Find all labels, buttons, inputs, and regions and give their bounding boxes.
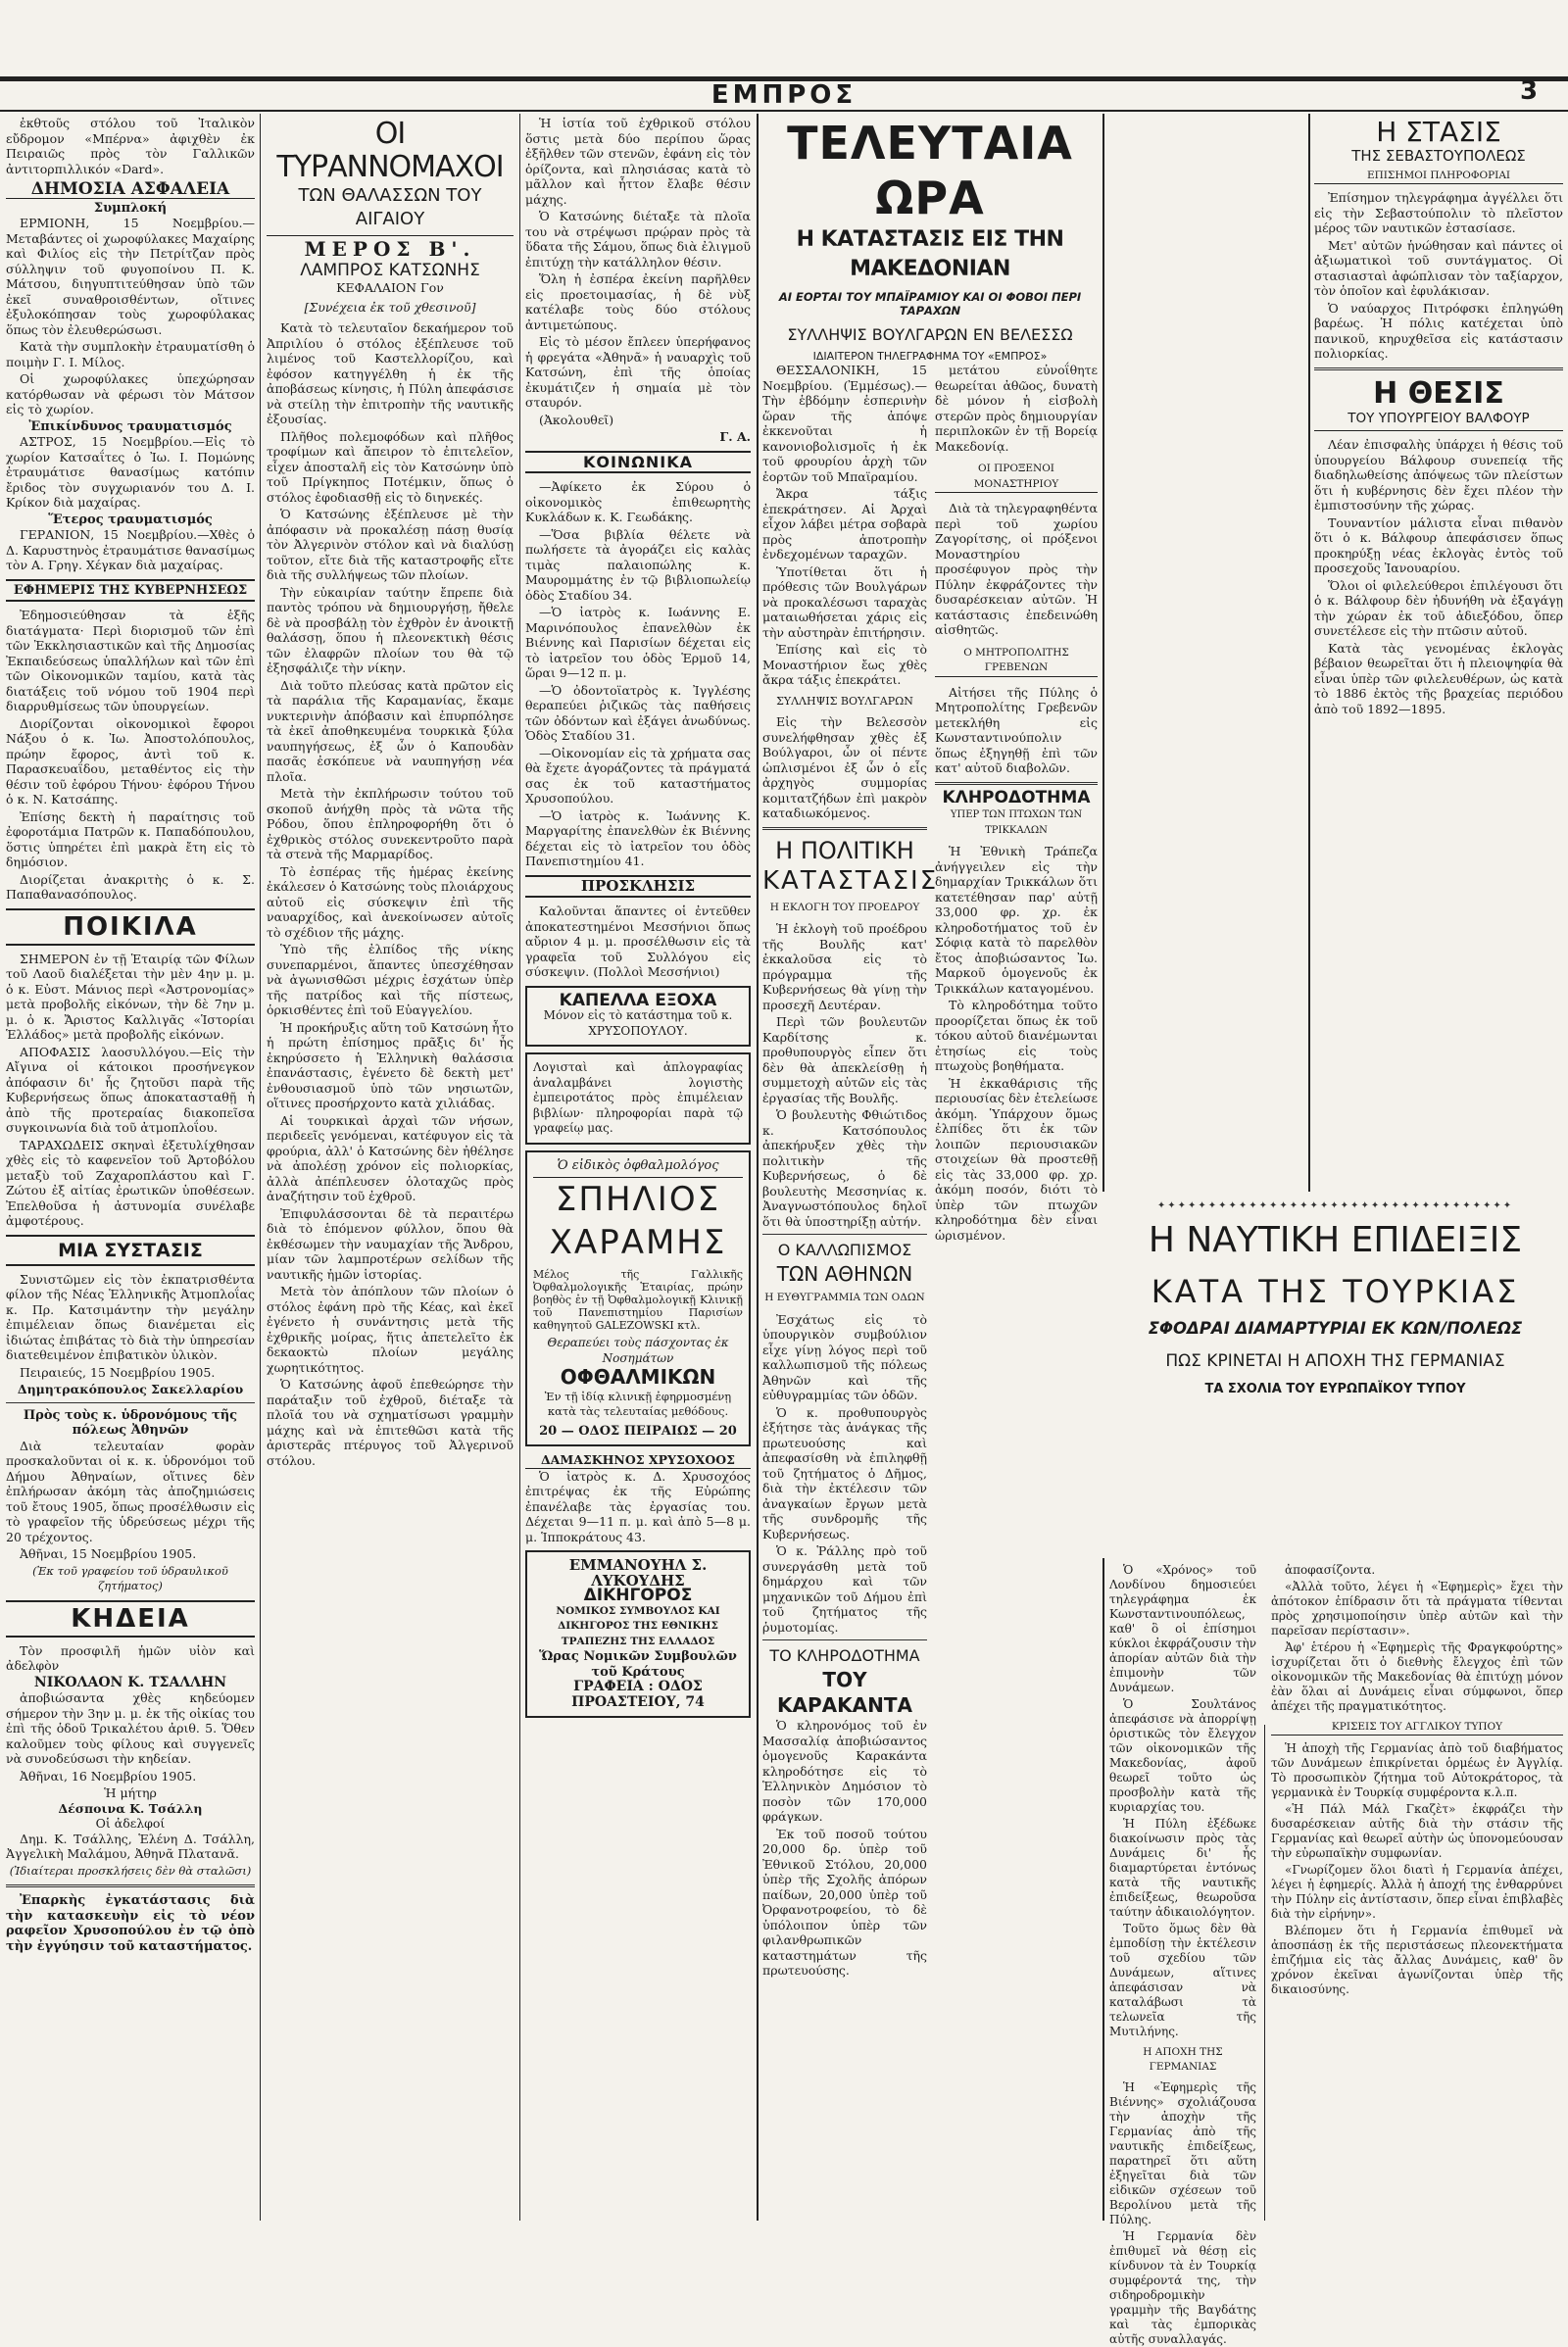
article-paragraph: Ἐσχάτως εἰς τὸ ὑπουργικὸν συμβούλιον εἶχε γίνῃ λόγος περὶ τοῦ καλλωπισμοῦ τῆς πόλεως Ἀθηνῶν καὶ τῆς εὐθυγραμμίας τῶν ὁδῶν.	[762, 1311, 927, 1402]
article-paragraph: ΣΗΜΕΡΟΝ ἐν τῇ Ἑταιρίᾳ τῶν Φίλων τοῦ Λαοῦ διαλέξεται τὴν μὲν 4ην μ. μ. ὁ κ. Εὐστ. Μάνιος περὶ «Ἀστρονομίας» μετὰ προβολῆς εἰκόνων, τὴν δὲ 7ην μ. μ. ὁ κ. Ἄριστος Καλλιγᾶς «Ἱστορίαι Ἑλλάδος» μετὰ προβολῆς εἰκόνων.	[6, 951, 255, 1042]
article-paragraph: Ἡ «Ἐφημερὶς τῆς Βιέννης» σχολιάζουσα τὴν ἀποχὴν τῆς Γερμανίας ἀπὸ τῆς ναυτικῆς ἐπιδείξεως, παρατηρεῖ ὅτι αὕτη ἐξηγεῖται διὰ τῶν εἰδικῶν σχέσεων τοῦ Βερολίνου μετὰ τῆς Πύλης.	[1109, 2080, 1256, 2226]
article-paragraph: Ἀθῆναι, 15 Νοεμβρίου 1905.	[20, 1546, 197, 1561]
column-divider	[1308, 114, 1310, 1192]
article-paragraph: Αἱ τουρκικαὶ ἀρχαὶ τῶν νήσων, περιδεεῖς γενόμεναι, κατέφυγον εἰς τὰ φρούρια, ἀλλ' ὁ Κατσώνης δὲν ἠθέλησε νὰ ἀπολέσῃ χρόνον εἰς πολιορκίας, ἀλλὰ ἀπέπλευσεν ὁλοταχῶς πρὸς ἀναζήτησιν τοῦ ἐχθροῦ.	[267, 1112, 514, 1203]
masthead	[0, 0, 1568, 108]
social-news	[525, 479, 751, 869]
article-paragraph: Βλέπομεν ὅτι ἡ Γερμανία ἐπιθυμεῖ νὰ ἀποσπάσῃ ἐκ τῆς περιστάσεως πλεονεκτήματα ἐπιζήμια εἰς τὰς ἄλλας Δυνάμεις, καθ' ὃν χρόνον ἐκεῖναι ἀγωνίζονται ὑπὲρ τῆς δικαιοσύνης.	[1271, 1924, 1563, 1996]
serial-chapter: ΚΕΦΑΛΑΙΟΝ Γον	[336, 280, 444, 295]
headline: Η ΚΑΤΑΣΤΑΣΙΣ ΕΙΣ ΤΗΝ ΜΑΚΕΔΟΝΙΑΝ	[796, 227, 1064, 281]
politics-body	[762, 921, 927, 1229]
signature: Γ. Α.	[719, 429, 751, 444]
article-paragraph: Δημ. Κ. Τσάλλης, Ἑλένη Δ. Τσάλλη, Ἀγγελικὴ Μαλάμου, Ἀθηνᾶ Πλατανᾶ.	[6, 1831, 255, 1861]
ad-name: ΕΜΜΑΝΟΥΗΛ Σ. ΛΥΚΟΥΔΗΣ	[568, 1556, 708, 1589]
karakanta-body	[762, 1718, 927, 1979]
article-paragraph: Ὁ Σουλτάνος ἀπεφάσισε νὰ ἀπορρίψῃ ὁριστικῶς τὸν ἔλεγχον τῶν οἰκονομικῶν τῆς Μακεδονίας, ἀφοῦ θεωρεῖ τοῦτο ὡς προσβολὴν κατὰ τῆς κυριαρχίας του.	[1109, 1697, 1256, 1814]
latest-news-banner	[762, 116, 1098, 367]
ad-text: Ὁ εἰδικὸς ὀφθαλμολόγος	[533, 1158, 743, 1179]
column-divider	[1264, 1725, 1265, 2221]
article-paragraph: Αἰτήσει τῆς Πύλης ὁ Μητροπολίτης Γρεβενῶν μετεκλήθη εἰς Κωνσταντινούπολιν ὅπως ἐξηγηθῇ ἐπὶ τῶν κατ' αὐτοῦ διαβολῶν.	[935, 684, 1098, 775]
article-paragraph: Ἡ ἀποχὴ τῆς Γερμανίας ἀπὸ τοῦ διαβήματος τῶν Δυνάμεων ἐπικρίνεται ὁρμέως ἐν Ἀγγλίᾳ. Τὸ προσωπικὸν ζήτημα τοῦ Αὐτοκράτορος, τὰ γερμανικὰ ἐν Τουρκίᾳ συμφέροντα κ.λ.π.	[1271, 1741, 1563, 1799]
serial-subtitle: ΤΩΝ ΘΑΛΑΣΣΩΝ ΤΟΥ ΑΙΓΑΙΟΥ	[267, 184, 514, 236]
naval-body	[1271, 1563, 1563, 1714]
column-4b	[935, 363, 1098, 1243]
serial-hero: ΛΑΜΠΡΟΣ ΚΑΤΣΩΝΗΣ	[300, 260, 480, 280]
article-paragraph: Τὸν προσφιλῆ ἡμῶν υἱὸν καὶ ἀδελφὸν	[6, 1642, 255, 1673]
column-1	[6, 116, 255, 2218]
article-paragraph: Ὅλοι οἱ φιλελεύθεροι ἐπιλέγουσι ὅτι ὁ κ. Βάλφουρ δὲν ἠδυνήθη νὰ ἐξαγάγῃ τὴν χώραν ἐκ τοῦ ἀδιεξόδου, ὅπερ συνετέλεσε εἰς τὴν πτῶσιν αὐτοῦ.	[1314, 577, 1563, 638]
divider	[1314, 367, 1563, 370]
naval-body	[1109, 1563, 1256, 2039]
section-heading: Η ΣΤΑΣΙΣ	[1376, 116, 1501, 148]
article-paragraph: Τὸ ἐσπέρας τῆς ἡμέρας ἐκείνης ἐκάλεσεν ὁ Κατσώνης τοὺς πλοιάρχους αὐτοῦ εἰς σύσκεψιν ἐπὶ τῆς ναυαρχίδος, καὶ ἀνεκοίνωσεν αὐτοῖς τὸ σχέδιον τῆς μάχης.	[267, 863, 514, 940]
article-paragraph: Ἡ Γερμανία δὲν ἐπιθυμεῖ νὰ θέσῃ εἰς κίνδυνον τὰ ἐν Τουρκίᾳ συμφέροντά της, τὴν σιδηροδρομικὴν γραμμὴν τῆς Βαγδάτης καὶ τὰς ἐμπορικὰς αὐτῆς συναλλαγάς.	[1109, 2229, 1256, 2346]
section-heading: ΕΦΗΜΕΡΙΣ ΤΗΣ ΚΥΒΕΡΝΗΣΕΩΣ	[6, 579, 255, 603]
subheading: Συμπλοκή	[93, 200, 168, 216]
article-paragraph: Διορίζεται ἀνακριτὴς ὁ κ. Σ. Παπαθανασόπουλος.	[6, 871, 255, 902]
article-paragraph: Καλοῦνται ἅπαντες οἱ ἐντεῦθεν ἀποκατεστημένοι Μεσσήνιοι ὅπως αὔριον 4 μ. μ. προσέλθωσιν εἰς τὰ γραφεῖα τοῦ Συλλόγου εἰς σύσκεψιν. (Πολλοὶ Μεσσήνιοι)	[525, 904, 751, 979]
article-paragraph: Κατὰ τὰς γενομένας ἐκλογὰς βέβαιον θεωρεῖται ὅτι ἡ πλειοψηφία θὰ εἶναι ὑπὲρ τῶν φιλελευθέρων, ὡς κατὰ τὸ 1886 ἐκτὸς τῆς βραχείας περιόδου ἀπὸ τοῦ 1892—1895.	[1314, 640, 1563, 716]
ad-text: Λογισταὶ καὶ ἀπλογραφίας ἀναλαμβάνει λογιστὴς ἐμπειροτάτος πρὸς ἐπιμέλειαν βιβλίων· πληροφορίαι παρὰ τῷ γραφείῳ μας.	[533, 1060, 743, 1135]
ad-title: ΔΙΚΗΓΟΡΟΣ	[583, 1586, 693, 1605]
article-paragraph: Ἐπιφυλάσσονται δὲ τὰ περαιτέρω διὰ τὸ ἑπόμενον φύλλον, ὅπου θὰ ἐκθέσωμεν τὴν ναυμαχίαν τῆς Ἄνδρου, μίαν τῶν λαμπροτέρων σελίδων τῆς ναυτικῆς ἡμῶν ἱστορίας.	[267, 1205, 514, 1282]
article-paragraph: —Ἀφίκετο ἐκ Σύρου ὁ οἰκονομικὸς ἐπιθεωρητὴς Κυκλάδων κ. Κ. Γεωδάκης.	[525, 479, 751, 524]
article-paragraph: ΓΕΡΑΝΙΟΝ, 15 Νοεμβρίου.—Χθὲς ὁ Δ. Καρυστηνὸς ἐτραυμάτισε θανασίμως τὸν Α. Γρηγ. Χέγκαν διὰ μαχαίρας.	[6, 527, 255, 572]
section-heading: ΚΛΗΡΟΔΟΤΗΜΑ	[942, 787, 1091, 807]
article-paragraph: Εἰς τὸ μέσον ἔπλεεν ὑπερήφανος ἡ φρεγάτα «Ἀθηνᾶ» ἡ ναυαρχὶς τοῦ Κατσώνη, ἐπὶ τῆς ὁποίας ἐκυμάτιζεν ἡ σημαία μὲ τὸν σταυρόν.	[525, 334, 751, 410]
divider	[762, 1639, 927, 1640]
ornament: ✦✦✦✦✦✦✦✦✦✦✦✦✦✦✦✦✦✦✦✦✦✦✦✦✦✦✦✦✦✦✦✦✦✦✦	[1156, 1200, 1514, 1211]
subheading: ΟΙ ΠΡΟΞΕΝΟΙ ΜΟΝΑΣΤΗΡΙΟΥ	[935, 462, 1098, 493]
serial-part: ΜΕΡΟΣ Β'.	[304, 237, 476, 261]
headline: ΚΑΤΑ ΤΗΣ ΤΟΥΡΚΙΑΣ	[1151, 1273, 1520, 1310]
article-paragraph: Ἐπίσημον τηλεγράφημα ἀγγέλλει ὅτι εἰς τὴν Σεβαστούπολιν τὸ πλεῖστον μέρος τῶν ναυτικῶν ἐστασίασε.	[1314, 190, 1563, 235]
article-paragraph: Ὅλη ἡ ἐσπέρα ἐκείνη παρῆλθεν εἰς προετοιμασίας, ἡ δὲ νὺξ κατέλαβε τοὺς δύο στόλους ἀντιμετώπους.	[525, 271, 751, 332]
ad-title: ΚΑΠΕΛΛΑ ΕΞΟΧΑ	[559, 990, 717, 1010]
headline: Η ΝΑΥΤΙΚΗ ΕΠΙΔΕΙΞΙΣ	[1148, 1220, 1523, 1260]
article-paragraph: ΘΕΣΣΑΛΟΝΙΚΗ, 15 Νοεμβρίου. (Ἐμμέσως).—Τὴν ἑβδόμην ἑσπερινὴν ὥραν τῆς ἀπόψε ἐκκενοῦται ἡ κανονιοβολισμοῖς ἡ ἐκ τοῦ φρουρίου ἀρχὴ τῶν ἑορτῶν τοῦ Μπαϊραμίου.	[762, 363, 927, 484]
article-paragraph: Ἡ Ἐθνικὴ Τράπεζα ἀνήγγειλεν εἰς τὴν δημαρχίαν Τρικκάλων ὅτι κατετέθησαν παρ' αὐτῇ 33,000 φρ. χρ. ἐκ κληροδοτήματος τοῦ ἐν Σόφιᾳ κατὰ τὸ παρελθὸν ἔτος ἀποβιώσαντος Ἰω. Μαρκοῦ ὁμογενοῦς ἐκ Τρικκάλων καταγομένου.	[935, 844, 1098, 996]
article-paragraph: Ὁ Κατσώνης ἐξέπλευσε μὲ τὴν ἀπόφασιν νὰ προκαλέσῃ πάσῃ θυσίᾳ τὸν Ἀλγερινὸν στόλον καὶ νὰ διαλύσῃ τοῦτον, εἴτε διὰ τῆς καταστροφῆς εἴτε διὰ τῆς συλλήψεως τῶν πλοίων.	[267, 507, 514, 582]
article-paragraph: Ἐδημοσιεύθησαν τὰ ἑξῆς διατάγματα· Περὶ διορισμοῦ τῶν ἐπὶ τῶν Ἐκκλησιαστικῶν καὶ τῆς Δημοσίας Ἐκπαιδεύσεως ὑπαλλήλων καὶ τῶν ἐπὶ τῶν Οἰκονομικῶν ταμίου, κατὰ τὰς διατάξεις τοῦ νόμου τοῦ 1904 περὶ διαρρυθμίσεως τῶν ὑπουργείων.	[6, 608, 255, 713]
telegram-body	[762, 363, 927, 688]
subheading: Η ΕΚΛΟΓΗ ΤΟΥ ΠΡΟΕΔΡΟΥ	[769, 901, 920, 913]
column-divider	[519, 114, 520, 2221]
section-heading: ΤΩΝ ΑΘΗΝΩΝ	[776, 1262, 913, 1286]
subheading: ΣΥΛΛΗΨΙΣ ΒΟΥΛΓΑΡΩΝ	[776, 694, 913, 708]
english-press-body	[1271, 1741, 1563, 1997]
subheading: ΕΠΙΣΗΜΟΙ ΠΛΗΡΟΦΟΡΙΑΙ	[1314, 169, 1563, 185]
subheadline: ΙΔΙΑΙΤΕΡΟΝ ΤΗΛΕΓΡΑΦΗΜΑ ΤΟΥ «ΕΜΠΡΟΣ»	[812, 350, 1048, 363]
note: (Ἰδιαίτεραι προσκλήσεις δὲν θὰ σταλῶσι)	[9, 1863, 252, 1878]
label: Οἱ ἀδελφοί	[95, 1816, 166, 1831]
article-paragraph: Ὁ βουλευτὴς Φθιώτιδος κ. Κατσόπουλος ἀπεκήρυξεν χθὲς τὴν πολιτικὴν τῆς Κυβερνήσεως, ὁ δὲ βουλευτὴς Μεσσηνίας κ. Ἀναγνωστόπουλος δηλοῖ ὅτι θὰ ὑποστηρίξῃ αὐτήν.	[762, 1107, 927, 1229]
article-paragraph: Ἡ ἐκκαθάρισις τῆς περιουσίας δὲν ἐτελείωσε ἀκόμη. Ὑπάρχουν ὅμως ἐλπίδες ὅτι ἐκ τῶν λοιπῶν περιουσιακῶν στοιχείων θὰ προστεθῇ εἰς τὰς 33,000 φρ. χρ. ἀκόμη ποσόν, διότι τὸ ὑπὲρ τῶν πτωχῶν κληροδότημα δὲν εἶναι ὡρισμένον.	[935, 1075, 1098, 1243]
banner-title: ΤΕΛΕΥΤΑΙΑ ΩΡΑ	[787, 117, 1073, 224]
section-heading: ΚΑΤΑΣΤΑΣΙΣ	[762, 865, 939, 896]
article-paragraph: Συνιστῶμεν εἰς τὸν ἐκπατρισθέντα φίλον τῆς Νέας Ἑλληνικῆς Ἀτμοπλοΐας κ. Πρ. Κατσιμάντην τὴν μεγάλην ἐπιμέλειαν ὅπως διανέμεται εἰς ἰδιώτας ἐπιβάτας τὸ διὰ τὴν ὑπηρεσίαν διατεθειμένον ἐπιβατικὸν ὑλικὸν.	[6, 1271, 255, 1362]
article-paragraph: Ἡ ἱστία τοῦ ἐχθρικοῦ στόλου ὅστις μετὰ δύο περίπου ὥρας ἐξῆλθεν τῶν στενῶν, ἐφάνη εἰς τὸν ὁρίζοντα, καὶ πλησιάσας κατὰ τὸ μᾶλλον καὶ ἧττον ἔλαβε θέσιν μάχης.	[525, 116, 751, 207]
ad-text: Μόνον εἰς τὸ κατάστημα τοῦ κ. ΧΡΥΣΟΠΟΥΛΟΥ.	[543, 1008, 733, 1038]
article-paragraph: Ὁ κ. Ῥάλλης πρὸ τοῦ συνεργάσθη μετὰ τοῦ δημάρχου καὶ τῶν μηχανικῶν τοῦ Δήμου ἐπὶ τοῦ ζητήματος τῆς ῥυμοτομίας.	[762, 1543, 927, 1635]
signature: Δέσποινα Κ. Τσάλλη	[58, 1800, 203, 1816]
article-paragraph: Διορίζονται οἰκονομικοὶ ἔφοροι Νάξου ὁ κ. Ἰω. Ἀποστολόπουλος, πρώην ἔφορος, ἀντὶ τοῦ κ. Παρασκευαΐδου, μεταθέντος εἰς τὴν θέσιν τοῦ ἐφόρου Τήνου· ἐφόρου Τήνου ὁ κ. Ν. Κατσάπης.	[6, 715, 255, 807]
subheading: Η ΑΠΟΧΗ ΤΗΣ ΓΕΡΜΑΝΙΑΣ	[1143, 2046, 1223, 2073]
section-heading: Ο ΚΑΛΛΩΠΙΣΜΟΣ	[777, 1241, 912, 1259]
article-paragraph: Διὰ τελευταίαν φορὰν προσκαλοῦνται οἱ κ. κ. ὑδρονόμοι τοῦ Δήμου Ἀθηναίων, οἵτινες δὲν ἐπλήρωσαν ἀκόμη τὰς ἀποζημιώσεις τοῦ ἔτους 1905, ὅπως προσέλθωσιν εἰς τὸ γραφεῖον τῆς ὑδρεύσεως μέχρι τῆς 20 τρέχοντος.	[6, 1438, 255, 1544]
subheadline: ΑΙ ΕΟΡΤΑΙ ΤΟΥ ΜΠΑΪΡΑΜΙΟΥ ΚΑΙ ΟΙ ΦΟΒΟΙ ΠΕΡΙ ΤΑΡΑΧΩΝ	[778, 290, 1082, 318]
advertisement: Ἐπαρκὴς ἐγκατάστασις διὰ τὴν κατασκευὴν εἰς τὸ νέον ραφεῖον Χρυσοπούλου ἐν τῷ ὀπὸ τὴν ἐγγύησιν τοῦ καταστήματος.	[6, 1893, 255, 1954]
lawyer-ad	[525, 1550, 751, 1718]
ad-text: Ὥρας Νομικῶν Συμβουλῶν τοῦ Κράτους	[539, 1649, 737, 1680]
article-paragraph: —Ὁ ἰατρὸς κ. Ἰωάννης Κ. Μαργαρίτης ἐπανελθὼν ἐκ Βιέννης δέχεται εἰς τὸ ἰατρεῖον του ὁδὸς Πανεπιστημίου 41.	[525, 807, 751, 868]
article-paragraph: —Ὁ ὀδοντοϊατρὸς κ. Ἰγγλέσης θεραπεύει ῥιζικῶς τὰς παθήσεις τῶν ὀδόντων καὶ ἐξάγει ἀνωδύνως. Ὁδὸς Σταδίου 31.	[525, 682, 751, 743]
article-paragraph: «Γνωρίζομεν ὅλοι διατὶ ἡ Γερμανία ἀπέχει, λέγει ἡ ἐφημερίς. Ἀλλὰ ἡ ἀποχή της ἐνθαρρύνει τὴν Πύλην εἰς ἀντίστασιν, ὅπερ εἶναι ἐπιβλαβὲς διὰ τὴν εἰρήνην».	[1271, 1863, 1563, 1921]
article-paragraph: Ὁ Κατσώνης διέταξε τὰ πλοῖα του νὰ στρέψωσι πρῴραν πρὸς τὰ ὕδατα τῆς Σάμου, ὅπως διὰ ἐλιγμοῦ ἐπιτύχῃ τὴν κατάλληλον θέσιν.	[525, 209, 751, 269]
divider	[762, 827, 927, 830]
ad-address: 20 — ΟΔΟΣ ΠΕΙΡΑΙΩΣ — 20	[539, 1423, 737, 1439]
subheading: ΤΗΣ ΣΕΒΑΣΤΟΥΠΟΛΕΩΣ	[1351, 147, 1526, 165]
article-paragraph: Τοῦτο ὅμως δὲν θὰ ἐμποδίσῃ τὴν ἐκτέλεσιν τοῦ σχεδίου τῶν Δυνάμεων, αἵτινες ἀπεφάσισαν νὰ καταλάβωσι τὰ τελωνεῖα τῆς Μυτιλήνης.	[1109, 1922, 1256, 2038]
section-heading: ΜΙΑ ΣΥΣΤΑΣΙΣ	[6, 1235, 255, 1266]
column-5	[1314, 116, 1563, 1189]
thesis-body	[1314, 437, 1563, 716]
article-paragraph: Ἡ προκήρυξις αὕτη τοῦ Κατσώνη ἦτο ἡ πρώτη ἐπίσημος πρᾶξις δι' ἧς ἐκηρύσσετο ἡ Ἑλληνικὴ θαλάσσια ἐπανάστασις, ἐγένετο δὲ δεκτὴ μετ' ἐνθουσιασμοῦ ὑπὸ τῶν νησιωτῶν, οἵτινες προσήρχοντο κατὰ χιλιάδας.	[267, 1019, 514, 1110]
signature: Δημητρακόπουλος Σακελλαρίου	[17, 1382, 244, 1396]
deceased-name: ΝΙΚΟΛΑΟΝ Κ. ΤΣΑΛΛΗΝ	[33, 1674, 227, 1690]
article-paragraph: ΤΑΡΑΧΩΔΕΙΣ σκηναὶ ἐξετυλίχθησαν χθὲς εἰς τὸ καφενεῖον τοῦ Ἀρτοβόλου μεταξὺ τοῦ Ζαχαροπλάστου καὶ Γ. Ζώτου ἐξ αἰτίας ἐρωτικῶν ὑποθέσεων. Ἐπελθοῦσα ἡ ἀστυνομία συνέλαβε ἀμφοτέρους.	[6, 1137, 255, 1228]
article-paragraph: Κατὰ τὴν συμπλοκὴν ἐτραυματίσθη ὁ ποιμὴν Γ. Ι. Μίλος.	[6, 339, 255, 369]
divider	[6, 1402, 255, 1403]
article-paragraph: Κατὰ τὸ τελευταῖον δεκαήμερον τοῦ Ἀπριλίου ὁ στόλος ἐξέπλευσε τοῦ λιμένος τοῦ Καστελλορίζου, καὶ ἐφόσον κατηγγέλθη ἡ ἐκ τῆς ἀποβάσεως κίνησις, ἡ Πύλη ἀπεφάσισε νὰ στείλῃ τὴν ἐπιτροπὴν τῆς ναυτικῆς ἐξουσίας.	[267, 320, 514, 426]
article-paragraph: Τὸ κληροδότημα τοῦτο προορίζεται ὅπως ἐκ τοῦ τόκου αὐτοῦ διανέμωνται ἐτησίως εἰς τοὺς πτωχοὺς βοηθήματα.	[935, 998, 1098, 1073]
article-paragraph: Ἀφ' ἑτέρου ἡ «Ἐφημερὶς τῆς Φραγκφούρτης» ἰσχυρίζεται ὅτι ὁ διεθνὴς ἔλεγχος ἐπὶ τῶν οἰκονομικῶν τῆς Μακεδονίας θὰ ἐπιτύχῃ μόνον ἐὰν ὅλαι αἱ Δυνάμεις εἶναι σύμφωνοι, ὅπερ ἀπέχει τῆς πραγματικότητος.	[1271, 1640, 1563, 1713]
subheading: Ο ΜΗΤΡΟΠΟΛΙΤΗΣ ΓΡΕΒΕΝΩΝ	[935, 646, 1098, 677]
column-3	[525, 116, 751, 2218]
subheadline: ΠΩΣ ΚΡΙΝΕΤΑΙ Η ΑΠΟΧΗ ΤΗΣ ΓΕΡΜΑΝΙΑΣ	[1165, 1351, 1505, 1371]
article-paragraph: Μετ' αὐτῶν ἡνώθησαν καὶ πάντες οἱ ἀξιωματικοὶ τοῦ συντάγματος. Οἱ στασιασταὶ ἀφώπλισαν τὸν ταξίαρχον, τὸν ὁποῖον καὶ ἐφυλάκισαν.	[1314, 237, 1563, 298]
article-paragraph: Τουναντίον μάλιστα εἶναι πιθανὸν ὅτι ὁ κ. Βάλφουρ ἀπεφάσισεν ὅπως προκηρύξῃ νέας ἐκλογὰς ἐντὸς τοῦ προσεχοῦς Ἰανουαρίου.	[1314, 514, 1563, 575]
subheadline: ΣΦΟΔΡΑΙ ΔΙΑΜΑΡΤΥΡΙΑΙ ΕΚ ΚΩΝ/ΠΟΛΕΩΣ	[1148, 1319, 1523, 1338]
article-paragraph: Ὁ ἰατρὸς κ. Δ. Χρυσοχόος ἐπιτρέψας ἐκ τῆς Εὐρώπης ἐπανέλαβε τὰς ἐργασίας του. Δέχεται 9—11 π. μ. καὶ ἀπὸ 5—8 μ. μ. Ἱπποκράτους 43.	[525, 1468, 751, 1544]
article-paragraph: Ἡ ἐκλογὴ τοῦ προέδρου τῆς Βουλῆς κατ' ἐκκαλοῦσα εἰς τὸ πρόγραμμα τῆς Κυβερνήσεως θὰ γίνῃ τὴν προσεχῆ Δευτέραν.	[762, 921, 927, 1012]
subheading: Πρὸς τοὺς κ. ὑδρονόμους τῆς πόλεως Ἀθηνῶν	[23, 1407, 238, 1438]
section-heading: ΚΟΙΝΩΝΙΚΑ	[525, 451, 751, 474]
article-paragraph: Ἐπίσης καὶ εἰς τὸ Μοναστήριον ἔως χθὲς ἄκρα τάξις ἐπεκράτει.	[762, 642, 927, 687]
article-paragraph: «Ἀλλὰ τοῦτο, λέγει ἡ «Ἐφημερὶς» ἔχει τὴν ἀπότοκον ἐπίδρασιν ὅτι τὰ πράγματα τίθενται πρὸς χρησιμοποίησιν ὑπὲρ αὐτῶν καὶ τὴν παρεῖσαν περίστασιν».	[1271, 1580, 1563, 1638]
article-paragraph: Ἀθῆναι, 16 Νοεμβρίου 1905.	[20, 1768, 197, 1784]
subheadline: ΤΑ ΣΧΟΛΙΑ ΤΟΥ ΕΥΡΩΠΑΪΚΟΥ ΤΥΠΟΥ	[1204, 1382, 1466, 1396]
serial-body	[267, 320, 514, 1468]
legacy-body	[935, 844, 1098, 1243]
ophthalmologist-ad	[525, 1150, 751, 1447]
subheading: Ἕτερος τραυματισμός	[48, 512, 213, 527]
article-paragraph: Μετὰ τὴν ἐκπλήρωσιν τούτου τοῦ σκοποῦ ἀνήχθη πρὸς τὰ νῶτα τῆς Ρόδου, ὅπου ἐπληροφορήθη ὅτι ὁ ἐχθρικὸς στόλος συνεκεντροῦτο παρὰ τὰ στενὰ τῆς Μαρμαρίδος.	[267, 786, 514, 861]
stasis-body	[1314, 190, 1563, 362]
subheading: Ἐπικίνδυνος τραυματισμός	[28, 418, 232, 434]
article-paragraph: Ὁ κληρονόμος τοῦ ἐν Μασσαλίᾳ ἀποβιώσαντος ὁμογενοῦς Καρακάντα κληροδότησε εἰς τὸ Ἑλληνικὸν Δημόσιον τὸ ποσὸν τῶν 170,000 φράγκων.	[762, 1718, 927, 1824]
column-divider	[1102, 1558, 1104, 2221]
article-paragraph: Πειραιεύς, 15 Νοεμβρίου 1905.	[20, 1364, 216, 1380]
athens-body	[762, 1312, 927, 1636]
article-paragraph: Μετὰ τὸν ἀπόπλουν τῶν πλοίων ὁ στόλος ἐφάνη πρὸ τῆς Κέας, καὶ ἐκεῖ ἐγένετο ἡ συνάντησις μετὰ τῆς ἐχθρικῆς μοίρας, ἥτις ἀπετελεῖτο ἐκ δεκαοκτὼ πλοίων μεγάλης χωρητικότητος.	[267, 1284, 514, 1375]
section-heading: ΚΗΔΕΙΑ	[6, 1600, 255, 1638]
column-4a	[762, 363, 939, 2220]
subheading: ΚΡΙΣΕΙΣ ΤΟΥ ΑΓΓΛΙΚΟΥ ΤΥΠΟΥ	[1271, 1720, 1563, 1736]
article-paragraph: Τὴν εὐκαιρίαν ταύτην ἔπρεπε διὰ παντὸς τρόπου νὰ δημιουργήσῃ, ἤθελε δὲ νὰ προσβάλῃ τὸν ἐχθρὸν ἐν ἀνοικτῇ θαλάσσῃ, ὅπου ἡ πλεονεκτικὴ θέσις τῶν ἐλαφρῶν πλοίων του θὰ τῷ ἐξησφάλιζε τὴν νίκην.	[267, 584, 514, 675]
serial-continued: [Συνέχεια ἐκ τοῦ χθεσινοῦ]	[304, 299, 476, 315]
section-heading: ΔΗΜΟΣΙΑ ΑΣΦΑΛΕΙΑ	[6, 182, 255, 199]
article-paragraph: ἀποφασίζοντα.	[1285, 1563, 1376, 1577]
advertisement	[525, 1052, 751, 1145]
article-paragraph: —Ὅσα βιβλία θέλετε νὰ πωλήσετε τὰ ἀγοράζει εἰς καλὰς τιμὰς παλαιοπώλης κ. Μαυρομμάτης ἐν τῷ βιβλιοπωλείῳ ὁδὸς Σταδίου 34.	[525, 526, 751, 603]
subheading: ΤΟΥ ΥΠΟΥΡΓΕΙΟΥ ΒΑΛΦΟΥΡ	[1314, 412, 1563, 432]
masthead-rule-bottom	[0, 110, 1568, 112]
section-heading: ΔΑΜΑΣΚΗΝΟΣ ΧΡΥΣΟΧΟΟΣ	[525, 1452, 751, 1469]
article-paragraph: ἀποβιώσαντα χθὲς κηδεύομεν σήμερον τὴν 3ην μ. μ. ἐκ τῆς οἰκίας του ἐπὶ τῆς ὁδοῦ Τρικαλέτου ἀριθ. 5. Ὅθεν καλοῦμεν τοὺς φίλους καὶ συγγενεῖς νὰ συνοδεύσωσι τὴν κηδείαν.	[6, 1690, 255, 1766]
subheading: Η ΕΥΘΥΓΡΑΜΜΙΑ ΤΩΝ ΟΔΩΝ	[764, 1292, 925, 1303]
germany-body	[1109, 2080, 1256, 2347]
label: Ἡ μήτηρ	[104, 1785, 157, 1800]
naval-column-left	[1109, 1563, 1256, 2346]
article-paragraph: Οἱ χωροφύλακες ὑπεχώρησαν κατόρθωσαν νὰ φέρωσι τὸν Μάτσον εἰς τὸ χωρίον.	[6, 371, 255, 416]
serial-continuation	[525, 116, 751, 427]
article-paragraph: Ἡ Πύλη ἐξέδωκε διακοίνωσιν πρὸς τὰς Δυνάμεις δι' ἧς διαμαρτύρεται ἐντόνως κατὰ τῆς ναυτικῆς ἐπιδείξεως, θεωροῦσα ταύτην ἀδικαιολόγητον.	[1109, 1817, 1256, 1919]
article-paragraph: Ὑπὸ τῆς ἐλπίδος τῆς νίκης συνεπαρμένοι, ἅπαντες ὑπεσχέθησαν νὰ ἀγωνισθῶσι μέχρις ἐσχάτων ὑπὲρ τῆς πατρίδος καὶ τῆς πίστεως, ὁρκισθέντες ἐπὶ τοῦ Εὐαγγελίου.	[267, 942, 514, 1017]
telegram-body	[935, 363, 1098, 454]
article-paragraph: —Οἰκονομίαν εἰς τὰ χρήματα σας θὰ ἔχετε ἀγοράζοντες τὰ πράγματά σας ἐκ τοῦ καταστήματος Χρυσοπούλου.	[525, 745, 751, 806]
ad-text: Μέλος τῆς Γαλλικῆς Ὀφθαλμολογικῆς Ἑταιρίας, πρώην βοηθὸς ἐν τῇ Ὀφθαλμολογικῇ Κλινικῇ τοῦ Πανεπιστημίου Παρισίων καθηγητοῦ GALEZOWSKI κτλ.	[533, 1268, 743, 1332]
article-paragraph: Ἄκρα τάξις ἐπεκράτησεν. Αἱ Ἀρχαὶ εἶχον λάβει μέτρα σοβαρὰ πρὸς ἀποτροπὴν ἐνδεχομένων ταραχῶν.	[762, 486, 927, 562]
ad-address: ΓΡΑΦΕΙΑ : ΟΔΟΣ ΠΡΟΑΣΤΕΙΟΥ, 74	[571, 1679, 705, 1710]
article-paragraph: μετάτου εὐνοΐθητε θεωρείται ἀθῶος, δυνατὴ δὲ μόνον ἡ εἰσβολὴ στερῶν πρὸς δημιουργίαν περιπλοκῶν ἐν τῇ Βορείᾳ Μακεδονίᾳ.	[935, 363, 1098, 454]
article-paragraph: Διὰ τοῦτο πλεύσας κατὰ πρῶτον εἰς τὰ παράλια τῆς Καραμανίας, ἔκαμε νυκτερινὴν ἀπόβασιν καὶ ἐπυρπόλησε τὰ ἐκεῖ ἀποθηκευμένα τουρκικὰ ξύλα ναυπηγήσεως, ἐξ ὧν ὁ Καπουδὰν πασᾶς ἐσκόπευε νὰ ναυπηγήσῃ νέα πλοῖα.	[267, 677, 514, 784]
ad-text: Ἐν τῇ ἰδίᾳ κλινικῇ ἐφηρμοσμένῃ κατὰ τὰς τελευταίας μεθόδους.	[544, 1389, 732, 1418]
subheading: ΥΠΕΡ ΤΩΝ ΠΤΩΧΩΝ ΤΩΝ ΤΡΙΚΚΑΛΩΝ	[950, 809, 1083, 836]
column-divider	[260, 114, 261, 2221]
article-paragraph: ΕΡΜΙΟΝΗ, 15 Νοεμβρίου.—Μεταβάντες οἱ χωροφύλακες Μαχαίρης καὶ Φιλίος εἰς τὴν Πετρίτζαν πρὸς σύλληψιν τοῦ φυγοποίνου Π. Κ. Μάτσου, διηγυπτιτεύθησαν ὑπὸ τῶν ἐκεῖ συναθροισθέντων, οἵτινες ἐξυλοκόπησαν τοὺς χωροφύλακας ὅπως τὸν ἐλευθερώσωσι.	[6, 216, 255, 337]
article-paragraph: ΑΠΟΦΑΣΙΣ λαοσυλλόγου.—Εἰς τὴν Αἴγινα οἱ κάτοικοι προσήνεγκον ἀπόφασιν δι' ἧς ζητοῦσι παρὰ τῆς Κυβερνήσεως ὅπως ἀποκατασταθῇ ἡ ἀπὸ τῆς προτεραίας διακοπεῖσα συγκοινωνία διὰ τοῦ ἀτμοπλοΐου.	[6, 1044, 255, 1135]
article-paragraph: Ὁ Κατσώνης ἀφοῦ ἐπεθεώρησε τὴν παράταξιν τοῦ ἐχθροῦ, διέταξε τὰ πλοῖά του νὰ σχηματίσωσι γραμμὴν μάχης καὶ νὰ ἐπιτεθῶσι κατὰ τῆς ἀριστερᾶς πτέρυγος τοῦ Ἀλγερινοῦ στόλου.	[267, 1377, 514, 1468]
article-paragraph: Ἐπίσης δεκτὴ ἡ παραίτησις τοῦ ἐφοροτάμια Πατρῶν κ. Παπαδόπουλου, ὅστις ὑπηρέτει ἐπὶ μακρὰ ἔτη εἰς τὸ δημόσιον.	[6, 808, 255, 869]
naval-headline-block	[1107, 1200, 1563, 1399]
article-paragraph: (Ἀκολουθεῖ)	[539, 412, 614, 427]
article-paragraph: Ἐκ τοῦ ποσοῦ τούτου 20,000 δρ. ὑπὲρ τοῦ Ἐθνικοῦ Στόλου, 20,000 ὑπὲρ τῆς Σχολῆς ἀπόρων παίδων, 20,000 ὑπὲρ τοῦ Ὀρφανοτροφείου, τὸ δὲ ὑπόλοιπον ὑπὲρ τῶν φιλανθρωπικῶν καταστημάτων τῆς πρωτευούσης.	[762, 1826, 927, 1978]
serial-title: ΟΙ ΤΥΡΑΝΝΟΜΑΧΟΙ	[276, 117, 504, 184]
ad-title: ΟΦΘΑΛΜΙΚΩΝ	[560, 1365, 716, 1389]
intro-text: ἐκθτοῦς στόλου τοῦ Ἰταλικὸν εὔδρομον «Μπέρνα» ἀφιχθὲν ἐκ Πειραιῶς πρὸς τὸν Γαλλικῶν ἀντιτορπιλλικόν «Dard».	[6, 116, 255, 176]
article-paragraph: Λέαν ἐπισφαλὴς ὑπάρχει ἡ θέσις τοῦ ὑπουργείου Βάλφουρ συνεπείᾳ τῆς διαδηλωθείσης ἀπόψεως τῶν πλείστων ὅτι ἡ κυβέρνησις δὲν ἔχει πλέον τὴν ἐμπιστοσύνην τῆς χώρας.	[1314, 437, 1563, 513]
divider	[762, 1234, 927, 1235]
article-paragraph: Διὰ τὰ τηλεγραφηθέντα περὶ τοῦ χωρίου Ζαγορίτσης, οἱ πρόξενοι Μοναστηρίου προσέφυγον πρὸς τὴν Πύλην ἐκφράζοντες τὴν δυσαρέσκειαν αὐτῶν. Ἡ κατάστασις ἐπεδεινώθη αἰσθητῶς.	[935, 501, 1098, 637]
ad-text: ΝΟΜΙΚΟΣ ΣΥΜΒΟΥΛΟΣ ΚΑΙ ΔΙΚΗΓΟΡΟΣ ΤΗΣ ΕΘΝΙΚΗΣ ΤΡΑΠΕΖΗΣ ΤΗΣ ΕΛΛΑΔΟΣ	[556, 1604, 720, 1647]
section-heading: Η ΘΕΣΙΣ	[1373, 375, 1504, 411]
section-heading: ΤΟΥ ΚΑΡΑΚΑΝΤΑ	[777, 1668, 912, 1717]
article-paragraph: Περὶ τῶν βουλευτῶν Καρδίτσης κ. προθυπουργὸς εἶπεν ὅτι δὲν θὰ ἀπεκλείσθῃ ἡ συμμετοχὴ αὐτῶν εἰς τὰς ἐργασίας τῆς Βουλῆς.	[762, 1014, 927, 1105]
article-paragraph: ΑΣΤΡΟΣ, 15 Νοεμβρίου.—Εἰς τὸ χωρίον Κατσαΐτες ὁ Ἰω. Ι. Πομώνης ἐτραυμάτισε θανασίμως κατόπιν ἔριδος τὸν συγχωριανόν του Δ. Ι. Κρίκον διὰ μαχαίρας.	[6, 434, 255, 510]
masthead-title: ΕΜΠΡΟΣ	[710, 80, 858, 110]
article-paragraph: Εἰς τὴν Βελεσσὸν συνελήφθησαν χθὲς ἐξ Βούλγαροι, ὧν οἱ πέντε ὡπλισμένοι ἐξ ὧν ὁ εἷς ἀρχηγὸς συμμορίας κομιτατζήδων ἐπὶ μακρὸν καταδιωκόμενος.	[762, 714, 927, 820]
note: (Ἐκ τοῦ γραφείου τοῦ ὑδραυλικοῦ ζητήματος)	[32, 1563, 228, 1592]
section-heading: ΠΡΟΣΚΛΗΣΙΣ	[525, 875, 751, 899]
divider	[935, 782, 1098, 785]
naval-column-right	[1271, 1563, 1563, 2220]
article-paragraph: Ὁ κ. προθυπουργὸς ἐξήτησε τὰς ἀνάγκας τῆς πρωτευούσης καὶ ἀπεφασίσθη νὰ ἐπιληφθῇ τοῦ ζητήματος ὁ Δῆμος, διὰ τὴν ἐκτέλεσιν τῶν ἀναγκαίων ἔργων μετὰ τῆς συνδρομῆς τῆς Κυβερνήσεως.	[762, 1404, 927, 1541]
page-number: 3	[1519, 76, 1539, 106]
article-paragraph: «Ἡ Πάλ Μάλ Γκαζὲτ» ἐκφράζει τὴν δυσαρέσκειαν αὐτῆς διὰ τὴν στάσιν τῆς Γερμανίας καὶ θεωρεῖ αὐτὴν ὡς ὑπονομεύουσαν τὴν εὐρωπαϊκὴν συμφωνίαν.	[1271, 1802, 1563, 1860]
section-heading: ΠΟΙΚΙΛΑ	[6, 908, 255, 946]
article-paragraph: Ὑποτίθεται ὅτι ἡ πρόθεσις τῶν Βουλγάρων νὰ προκαλέσωσι ταραχὰς ματαιωθήσεται χάρις εἰς τὴν αὐστηρὰν ἐπιτήρησιν.	[762, 563, 927, 640]
section-heading: Η ΠΟΛΙΤΙΚΗ	[775, 836, 914, 864]
column-divider	[1102, 114, 1104, 1192]
advertisement	[525, 986, 751, 1048]
column-2-serial	[267, 116, 514, 2218]
article-paragraph: Πλῆθος πολεμοφόδων καὶ πλῆθος τροφίμων καὶ ἄπειρον τὸ ἐπιτελεῖον, εἶχεν ἀποσταλῆ εἰς τὸν Κατσώνην ὑπὸ τοῦ Πρίγκηπος Ποτέμκιν, ὅπως ὁ στόλος ἐφοδιασθῇ εἰς τὸ διηνεκές.	[267, 428, 514, 505]
subheadline: ΣΥΛΛΗΨΙΣ ΒΟΥΛΓΑΡΩΝ ΕΝ ΒΕΛΕΣΣΩ	[787, 325, 1073, 344]
divider	[6, 1884, 255, 1887]
column-divider	[757, 114, 759, 2221]
article-paragraph: Ὁ ναύαρχος Πιτρόφσκι ἐπληγώθη βαρέως. Ἡ πόλις κατέχεται ὑπὸ πανικοῦ, κηρυχθεῖσα εἰς κατάστασιν πολιορκίας.	[1314, 300, 1563, 361]
section-heading: ΤΟ ΚΛΗΡΟΔΟΤΗΜΑ	[769, 1646, 920, 1665]
article-paragraph: —Ὁ ἰατρὸς κ. Ιωάννης Ε. Μαρινόπουλος ἐπανελθὼν ἐκ Βιέννης καὶ Παρισίων δέχεται εἰς τὸ ἰατρεῖον του ὁδὸς Ἑρμοῦ 14, ὥραι 9—12 π. μ.	[525, 605, 751, 680]
article-paragraph: Ὁ «Χρόνος» τοῦ Λονδίνου δημοσιεύει τηλεγράφημα ἐκ Κωνσταντινουπόλεως, καθ' ὃ οἱ ἐπίσημοι κύκλοι ἐκφράζουσιν τὴν ἀπορίαν αὐτῶν διὰ τὴν ἐπιμονὴν τῶν Δυνάμεων.	[1109, 1563, 1256, 1694]
ad-name: ΧΑΡΑΜΗΣ	[549, 1223, 727, 1262]
ad-name: ΣΠΗΛΙΟΣ	[555, 1180, 721, 1219]
ad-text: Θεραπεύει τοὺς πάσχοντας ἐκ Νοσημάτων	[547, 1336, 729, 1365]
